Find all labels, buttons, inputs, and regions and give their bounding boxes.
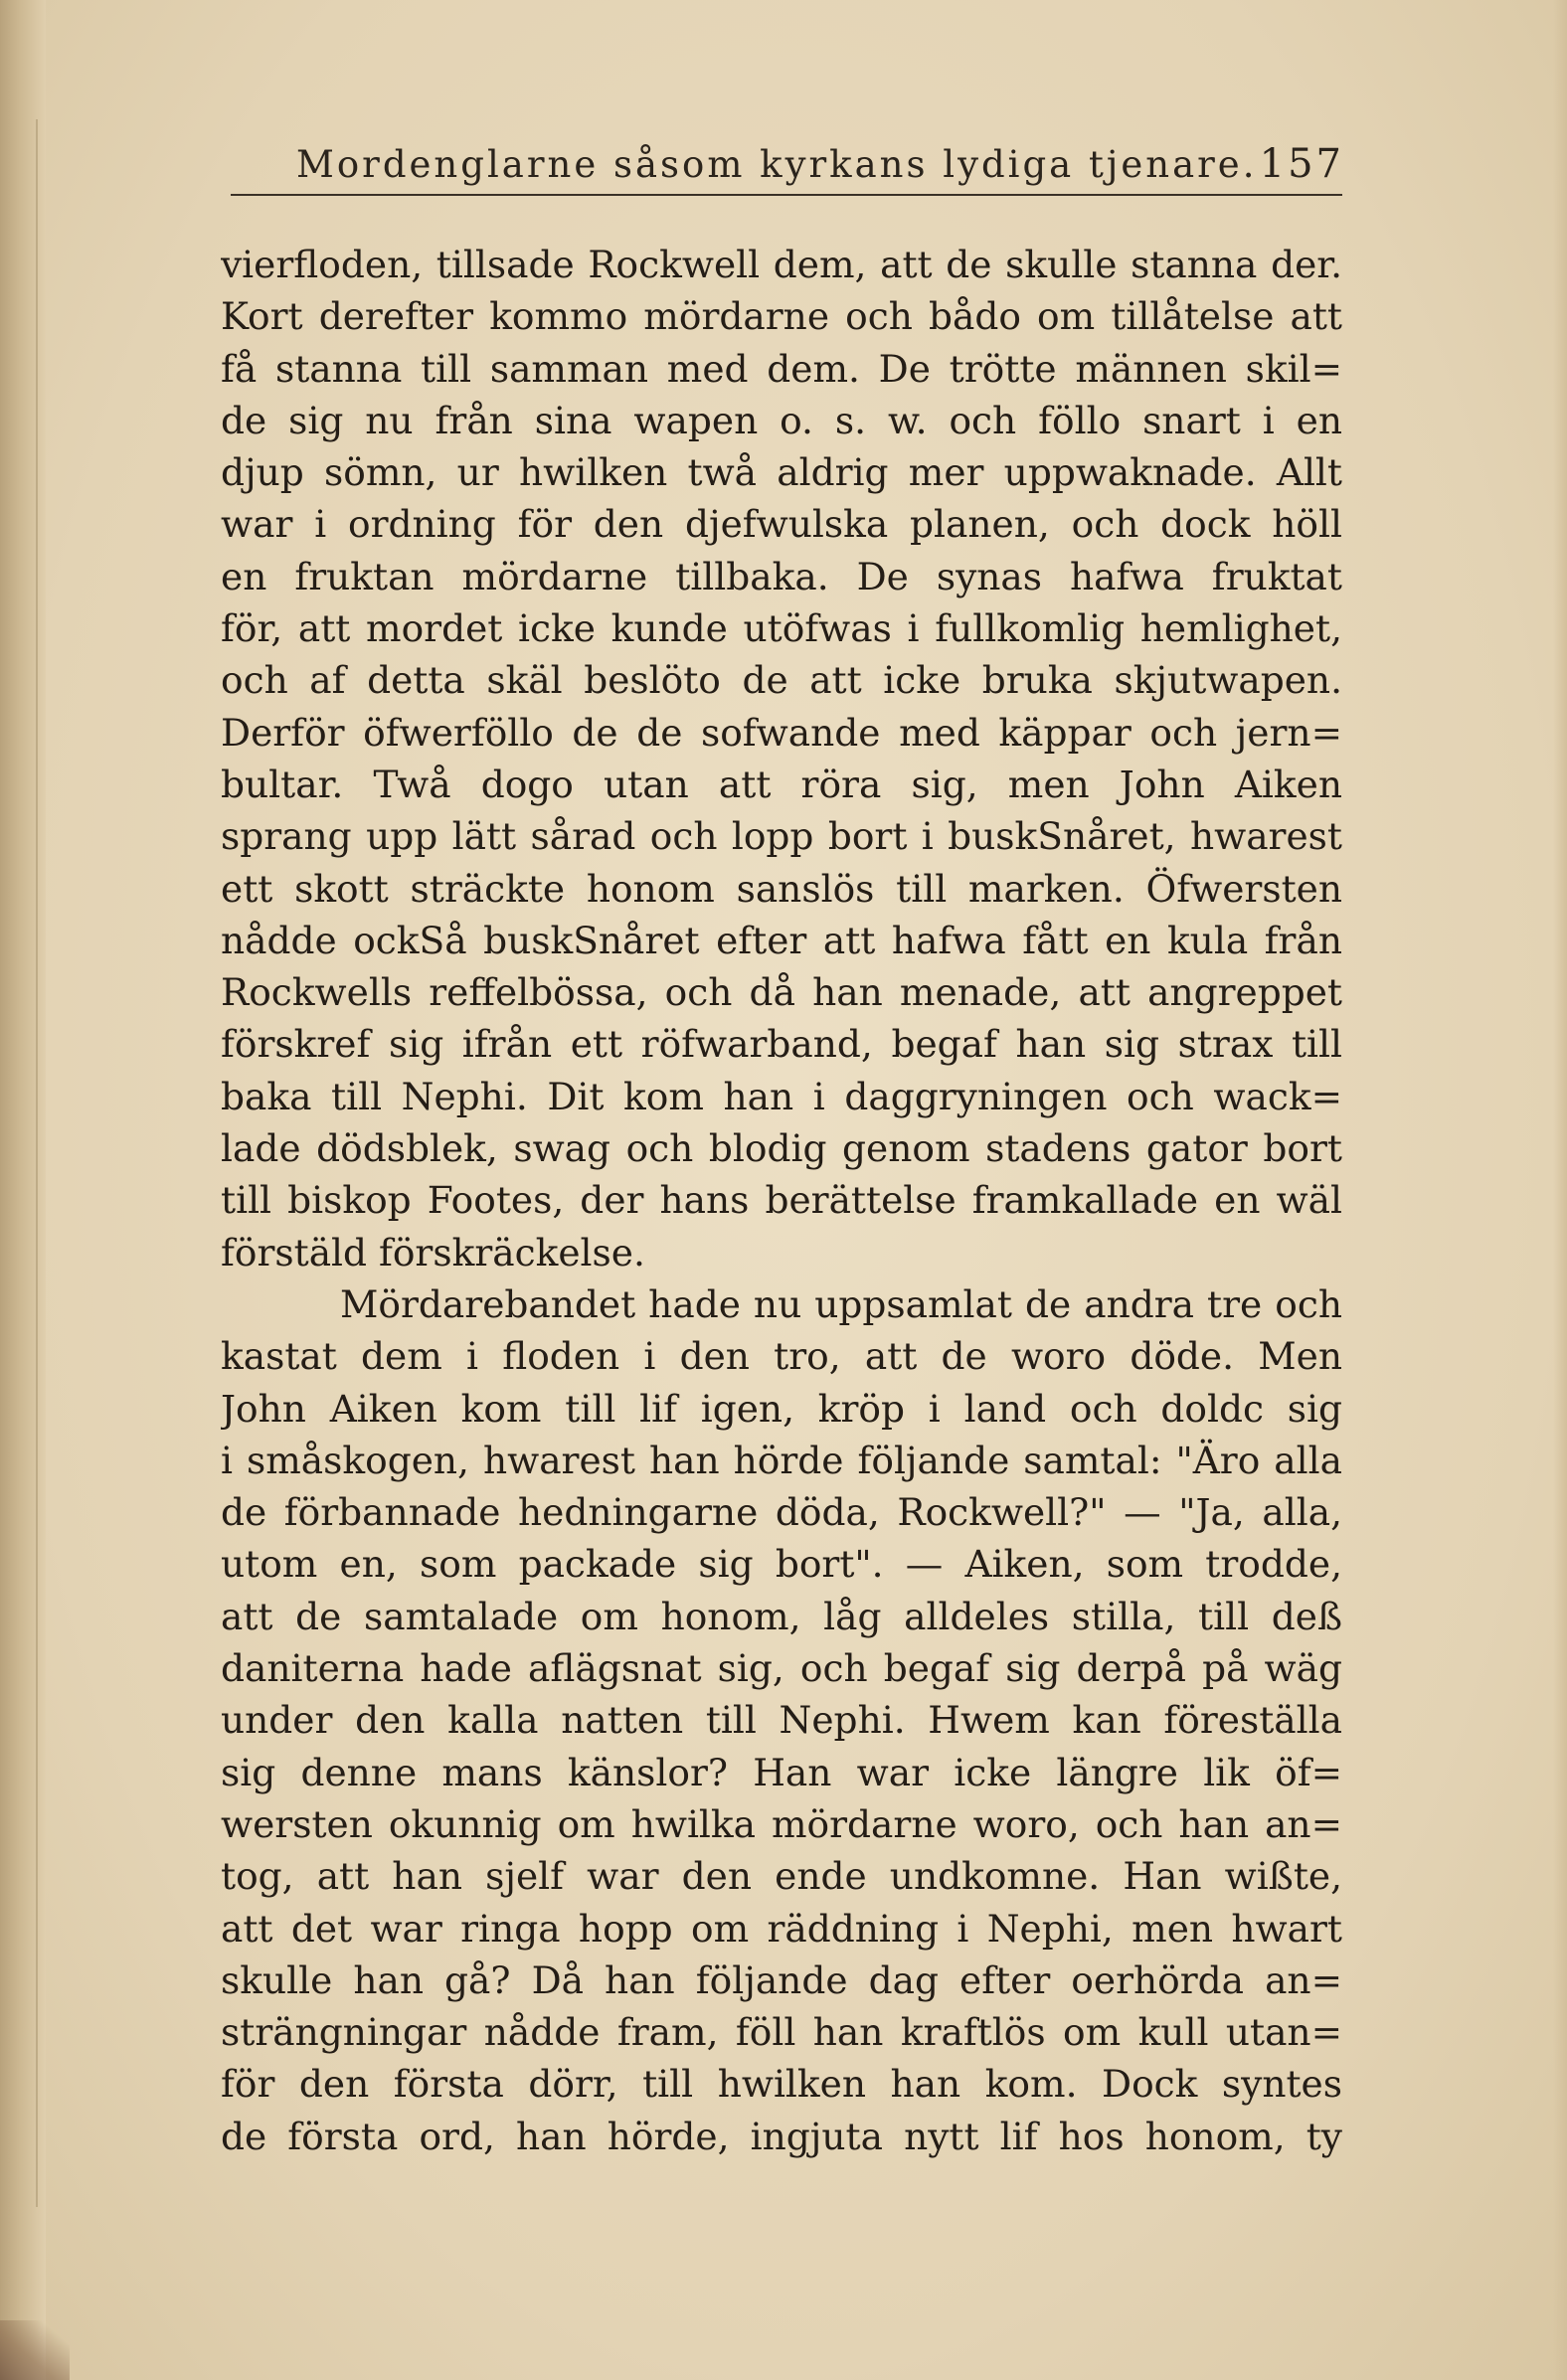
page-header <box>231 137 1344 197</box>
text-line: tog, att han sjelf war den ende undkomne. Han wißte, <box>221 1854 1342 1899</box>
text-line: nådde ockSå buskSnåret efter att hafwa fått en kula från <box>221 918 1342 962</box>
paragraph-last-line: förstäld förskräckelse. <box>221 1230 645 1275</box>
gutter-crease <box>36 119 38 2207</box>
text-line: de sig nu från sina wapen o. s. w. och föllo snart i en <box>221 398 1342 442</box>
text-line: kastat dem i floden i den tro, att de woro döde. Men <box>221 1334 1342 1379</box>
text-line: Rockwells reffelbössa, och då han menade, att angreppet <box>221 970 1342 1015</box>
page-corner-shadow <box>0 2320 70 2380</box>
text-line: förskref sig ifrån ett röfwarband, begaf han sig strax till <box>221 1022 1342 1067</box>
text-line: Kort derefter kommo mördarne och bådo om tillåtelse att <box>221 294 1342 339</box>
text-line: att de samtalade om honom, låg alldeles stilla, till deß <box>221 1594 1342 1638</box>
text-line: vierfloden, tillsade Rockwell dem, att de skulle stanna der. <box>221 243 1342 286</box>
text-line: skulle han gå? Då han följande dag efter oerhörda an= <box>221 1957 1342 2002</box>
text-line: utom en, som packade sig bort". — Aiken, som trodde, <box>221 1542 1342 1587</box>
text-line: de förbannade hedningarne döda, Rockwell?" — "Ja, alla, <box>221 1490 1342 1535</box>
text-line: daniterna hade aflägsnat sig, och begaf sig derpå på wäg <box>221 1646 1342 1691</box>
text-line: ett skott sträckte honom sanslös till marken. Öfwersten <box>221 866 1342 911</box>
text-line: till biskop Footes, der hans berättelse framkallade en wäl <box>221 1178 1342 1223</box>
running-head: Mordenglarne såsom kyrkans lydiga tjenare. <box>296 143 1258 186</box>
text-line: en fruktan mördarne tillbaka. De synas hafwa fruktat <box>221 554 1342 598</box>
page-gutter <box>0 0 46 2380</box>
paragraph-first-line: Mördarebandet hade nu uppsamlat de andra tre och <box>340 1281 1342 1326</box>
text-line: John Aiken kom till lif igen, kröp i land och doldc sig <box>221 1386 1342 1431</box>
text-line: för, att mordet icke kunde utöfwas i fullkomlig hemlighet, <box>221 606 1342 651</box>
text-line: de första ord, han hörde, ingjuta nytt lif hos honom, ty <box>221 2114 1342 2158</box>
text-line: sig denne mans känslor? Han war icke längre lik öf= <box>221 1750 1342 1794</box>
text-line: för den första dörr, till hwilken han kom. Dock syntes <box>221 2062 1342 2107</box>
page-number: 157 <box>1259 141 1344 187</box>
text-line: war i ordning för den djefwulska planen, och dock höll <box>221 502 1342 547</box>
header-rule <box>231 194 1342 196</box>
text-line: sprang upp lätt sårad och lopp bort i buskSnåret, hwarest <box>221 814 1342 859</box>
text-line: baka till Nephi. Dit kom han i daggryningen och wack= <box>221 1074 1342 1118</box>
text-line: lade dödsblek, swag och blodig genom stadens gator bort <box>221 1126 1342 1171</box>
text-line: wersten okunnig om hwilka mördarne woro, och han an= <box>221 1801 1342 1846</box>
body-text <box>221 239 1342 2162</box>
text-line: bultar. Twå dogo utan att röra sig, men John Aiken <box>221 762 1342 806</box>
page-right-edge <box>1553 0 1567 2380</box>
text-line: och af detta skäl beslöto de att icke bruka skjutwapen. <box>221 658 1342 703</box>
text-line: strängningar nådde fram, föll han kraftlös om kull utan= <box>221 2010 1342 2055</box>
text-line: i småskogen, hwarest han hörde följande samtal: "Äro alla <box>221 1438 1342 1482</box>
text-line: att det war ringa hopp om räddning i Nephi, men hwart <box>221 1906 1342 1951</box>
text-line: få stanna till samman med dem. De trötte männen skil= <box>221 346 1342 391</box>
text-line: under den kalla natten till Nephi. Hwem kan föreställa <box>221 1698 1342 1743</box>
text-line: djup sömn, ur hwilken twå aldrig mer uppwaknade. Allt <box>221 450 1342 495</box>
text-line: Derför öfwerföllo de de sofwande med käppar och jern= <box>221 710 1342 755</box>
